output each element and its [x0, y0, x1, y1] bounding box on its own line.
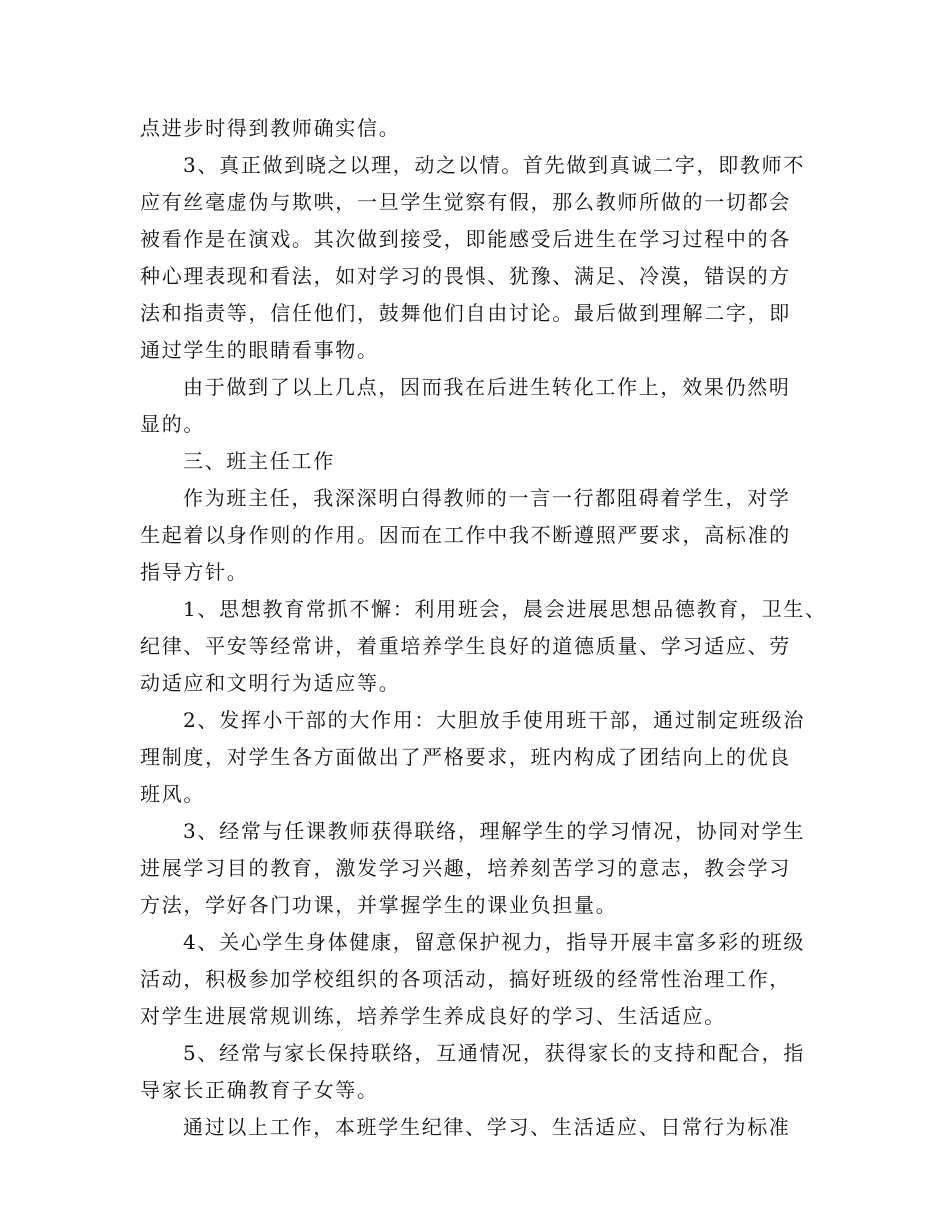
text-line: 法和指责等，信任他们，鼓舞他们自由讨论。最后做到理解二字，即	[140, 301, 791, 325]
text-line: 被看作是在演戏。其次做到接受，即能感受后进生在学习过程中的各	[140, 227, 791, 251]
text-line: 指导方针。	[140, 560, 249, 584]
text-line: 种心理表现和看法，如对学习的畏惧、犹豫、满足、冷漠，错误的方	[140, 264, 791, 288]
text-line: 通过学生的眼睛看事物。	[140, 338, 379, 362]
text-line: 方法，学好各门功课，并掌握学生的课业负担量。	[140, 893, 618, 917]
text-line: 5、经常与家长保持联络，互通情况，获得家长的支持和配合，指	[183, 1041, 806, 1065]
text-line: 对学生进展常规训练，培养学生养成良好的学习、生活适应。	[140, 1004, 726, 1028]
text-line: 生起着以身作则的作用。因而在工作中我不断遵照严要求，高标准的	[140, 523, 791, 547]
text-line: 班风。	[140, 782, 206, 806]
text-line: 通过以上工作，本班学生纪律、学习、生活适应、日常行为标准	[183, 1115, 791, 1139]
text-line: 导家长正确教育子女等。	[140, 1078, 379, 1102]
text-line: 由于做到了以上几点，因而我在后进生转化工作上，效果仍然明	[183, 375, 791, 399]
text-line: 2、发挥小干部的大作用：大胆放手使用班干部，通过制定班级治	[183, 708, 806, 732]
text-line: 理制度，对学生各方面做出了严格要求，班内构成了团结向上的优良	[140, 745, 791, 769]
text-line: 3、真正做到晓之以理，动之以情。首先做到真诚二字，即教师不	[183, 153, 806, 177]
text-line: 1、思想教育常抓不懈：利用班会，晨会进展思想品德教育，卫生、	[183, 597, 827, 621]
text-line: 作为班主任，我深深明白得教师的一言一行都阻碍着学生，对学	[183, 486, 791, 510]
text-line: 应有丝毫虚伪与欺哄，一旦学生觉察有假，那么教师所做的一切都会	[140, 190, 791, 214]
text-line: 进展学习目的教育，激发学习兴趣，培养刻苦学习的意志，教会学习	[140, 856, 791, 880]
text-line: 显的。	[140, 412, 206, 436]
text-line: 3、经常与任课教师获得联络，理解学生的学习情况，协同对学生	[183, 819, 806, 843]
text-line: 纪律、平安等经常讲，着重培养学生良好的道德质量、学习适应、劳	[140, 634, 791, 658]
text-line: 动适应和文明行为适应等。	[140, 671, 401, 695]
text-line: 活动，积极参加学校组织的各项活动，搞好班级的经常性治理工作，	[140, 967, 791, 991]
text-line: 4、关心学生身体健康，留意保护视力，指导开展丰富多彩的班级	[183, 930, 806, 954]
section-heading: 三、班主任工作	[183, 449, 335, 473]
text-line: 点进步时得到教师确实信。	[140, 116, 401, 140]
